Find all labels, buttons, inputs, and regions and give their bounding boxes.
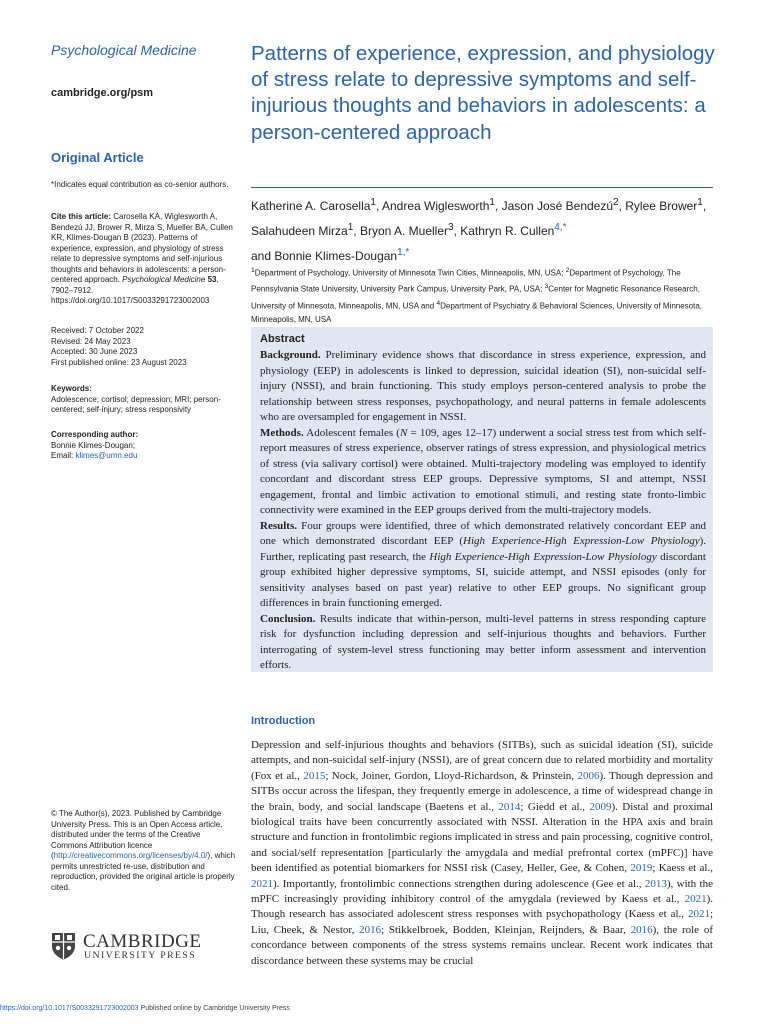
abstract-body bbox=[260, 348, 706, 674]
date-first-published: First published online: 23 August 2023 bbox=[51, 357, 187, 367]
introduction-heading: Introduction bbox=[251, 715, 316, 727]
affiliation: Department of Psychiatry & Behavioral Sciences, University of Minnesota, Minneapolis, MN, USA bbox=[251, 301, 703, 324]
cite-text: Carosella KA, Wiglesworth A, Bendezú JJ, Brower R, Mirza S, Mueller BA, Cullen KR, Klimes-Dougan B (2023). Patterns of experience, expression, and physiology of stress relate to depressive symptoms and self-injurious thoughts and behaviors in adolescents: a person-centered approach. bbox=[51, 212, 233, 284]
publication-dates bbox=[51, 326, 237, 368]
affiliation: Department of Psychology, The Pennsylvania State University, University Park Campus, University Park, PA, USA; bbox=[251, 268, 681, 294]
citation-link[interactable]: 2021 bbox=[687, 908, 710, 921]
author[interactable]: Andrea Wiglesworth$^1$, bbox=[381, 197, 502, 213]
citation-link[interactable]: 2021 bbox=[684, 893, 707, 906]
equal-contribution-note: *Indicates equal contribution as co-senior authors. bbox=[51, 180, 229, 189]
article-title: Patterns of experience, expression, and physiology of stress relate to depressive symptoms and self-injurious thoughts and behaviors in adolescents: a person-centered approach bbox=[251, 42, 715, 144]
footer-published: Published online by Cambridge University Press bbox=[138, 1005, 290, 1012]
author[interactable]: Katherine A. Carosella$^1$, bbox=[251, 197, 382, 213]
citation-link[interactable]: 2019 bbox=[630, 862, 653, 875]
keywords-block bbox=[51, 384, 237, 416]
title-divider bbox=[251, 187, 713, 188]
citation-link[interactable]: 2009 bbox=[589, 800, 612, 813]
corresponding-author-block bbox=[51, 430, 237, 462]
corresponding-author-name: Bonnie Klimes-Dougan; bbox=[51, 440, 136, 450]
abstract-heading: Abstract bbox=[260, 333, 305, 345]
citation-link[interactable]: 2016 bbox=[630, 923, 653, 936]
abstract-methods: Methods. Adolescent females (N = 109, ages 12–17) underwent a social stress test from which self-report measures of stress experience, observer ratings of stress expression, and physiological metrics of stress (via salivary cortisol) were obtained. Multi-trajectory modeling was employed to identify concordant and discordant stress EEP groups. Depressive symptoms, SI and attempt, NSSI engagement, frontal and limbic activation to emotional stimuli, and resting state fronto-limbic connectivity were examined in the EEP groups derived from the multi-trajectory models. bbox=[260, 426, 706, 516]
citation-link[interactable]: 2013 bbox=[644, 877, 667, 890]
copyright-notice bbox=[51, 809, 237, 893]
logo-subtitle: UNIVERSITY PRESS bbox=[84, 950, 197, 961]
copyright-text-1: © The Author(s), 2023. Published by Cambridge University Press. This is an Open Access article, distributed under the terms of the Creative Commons Attribution licence ( bbox=[51, 809, 223, 860]
author[interactable]: Rylee Brower$^1$, bbox=[625, 197, 707, 213]
page-footer bbox=[0, 1005, 290, 1012]
author[interactable]: Kathryn R. Cullen$^{4,*}$ bbox=[460, 222, 567, 238]
date-received: Received: 7 October 2022 bbox=[51, 326, 144, 335]
cambridge-shield-icon bbox=[51, 932, 76, 960]
cite-label: Cite this article: bbox=[51, 212, 112, 221]
logo-wordmark: CAMBRIDGE bbox=[83, 931, 202, 952]
abstract-results: Results. Four groups were identified, three of which demonstrated relatively concordant EEP and one which demonstrated discordant EEP (High Experience-High Expression-Low Physiology). Further, replicating past research, the High Experience-High Expression-Low Physiology discordant group exhibited higher depressive symptoms, SI, suicide attempt, and NSSI episodes (only for sensitivity analyses based on past year) relative to other EEP groups. No significant group differences in brain functioning emerged. bbox=[260, 519, 706, 609]
corresponding-author-label: Corresponding author: bbox=[51, 430, 139, 439]
citation-link[interactable]: 2006 bbox=[577, 769, 600, 782]
citation-link[interactable]: 2021 bbox=[251, 877, 273, 890]
journal-name[interactable]: Psychological Medicine bbox=[51, 42, 197, 58]
footer-doi-link[interactable]: https://doi.org/10.1017/S0033291723002003 bbox=[0, 1005, 139, 1012]
cite-journal: Psychological Medicine bbox=[122, 275, 206, 284]
corresponding-author-email-line bbox=[51, 451, 237, 462]
cite-volume: 53 bbox=[207, 275, 217, 284]
citation-link[interactable]: 2015 bbox=[303, 769, 326, 782]
date-revised: Revised: 24 May 2023 bbox=[51, 336, 131, 346]
author[interactable]: Bryon A. Mueller$^3$, bbox=[359, 222, 461, 238]
journal-site-link[interactable]: cambridge.org/psm bbox=[51, 87, 154, 99]
abstract-box bbox=[251, 327, 713, 672]
citation-block bbox=[51, 212, 237, 307]
citation-link[interactable]: 2014 bbox=[498, 800, 521, 813]
citation-link[interactable]: 2016 bbox=[359, 923, 382, 936]
affiliation: Center for Magnetic Resonance Research, University of Minnesota, Minneapolis, MN, USA and bbox=[251, 284, 700, 311]
article-type: Original Article bbox=[51, 150, 144, 165]
affiliation: Department of Psychology, University of Minnesota Twin Cities, Minneapolis, MN, USA; bbox=[254, 268, 566, 278]
copyright-text-2: ), which permits unrestricted re-use, distribution and reproduction, provided the original article is properly cited. bbox=[51, 851, 236, 892]
corresponding-author-email[interactable]: klimes@umn.edu bbox=[75, 451, 138, 460]
author[interactable]: Salahudeen Mirza$^1$, bbox=[251, 222, 360, 238]
keywords-label: Keywords: bbox=[51, 384, 92, 393]
date-accepted: Accepted: 30 June 2023 bbox=[51, 347, 138, 356]
cambridge-logo bbox=[51, 930, 237, 964]
introduction-paragraph: Depression and self-injurious thoughts and behaviors (SITBs), such as suicidal ideation (SI), suicide attempts, and non-suicidal self-injury (NSSI), are of great concern due to related morbidity and mortality (Fox et al., 2015; Nock, Joiner, Gordon, Lloyd-Richardson, & Prinstein, 2006). Though depression and SITBs occur across the lifespan, they frequently emerge in adolescence, a time of widespread change in the brain, body, and social landscape (Baetens et al., 2014; Giedd et al., 2009). Distal and proximal biological traits have been concurrently associated with NSSI. Alteration in the HPA axis and brain structure and function in frontolimbic regions implicated in stress and pain processing, cognitive control, and social/self representation [particularly the amygdala and medial prefrontal cortex (mPFC)] have been identified as potential biomarkers for NSSI risk (Casey, Heller, Gee, & Cohen, 2019; Kaess et al., 2021). Importantly, frontolimbic connections strengthen during adolescence (Gee et al., 2013), with the mPFC increasingly providing inhibitory control of the amygdala (reviewed by Kaess et al., 2021). Though research has associated adolescent stress responses with psychopathology (Kaess et al., 2021; Liu, Cheek, & Nestor, 2016; Stikkelbroek, Bodden, Kleinjan, Reijnders, & Baar, 2016), the role of concordance between components of the stress systems remains unclear. Recent work indicates that discordance between these systems may be crucial bbox=[251, 739, 713, 967]
abstract-conclusion: Conclusion. Results indicate that within-person, multi-level patterns in stress responding capture risk for dysfunction including depression and self-injurious thoughts and behaviors. Further interrogating of system-level stress functioning may better inform assessment and intervention efforts. bbox=[260, 612, 706, 671]
cite-pages[interactable]: , 7902–7912. https://doi.org/10.1017/S0033291723002003 bbox=[51, 275, 219, 305]
author[interactable]: Jason José Bendezú$^2$, bbox=[501, 197, 626, 213]
author-list bbox=[251, 192, 721, 267]
author[interactable]: and Bonnie Klimes-Dougan$^{1,*}$ bbox=[251, 247, 410, 263]
affiliations: $^1$Department of Psychology, University of Minnesota Twin Cities, Minneapolis, MN, USA; $^2$Department of Psychology, The Pennsylvania State University, University Park Campus, University Park, PA, USA; $^3$Center for Magnetic Resonance Research, University of Minnesota, Minneapolis, MN, USA and $^4$Department of Psychiatry & Behavioral Sciences, University of Minnesota, Minneapolis, MN, USA bbox=[251, 267, 703, 324]
keywords-list: Adolescence; cortisol; depression; MRI; person-centered; self-injury; stress responsivity bbox=[51, 394, 221, 414]
email-label: Email: bbox=[51, 451, 74, 460]
abstract-background: Background. Preliminary evidence shows that discordance in stress experience, expression, and physiology (EEP) in adolescents is linked to depression, suicidal ideation (SI), non-suicidal self-injury (NSSI), and brain functioning. This study employs person-centered analysis to probe the relationship between stress responses, psychopathology, and neural patterns in female adolescents who are oversampled for engagement in NSSI. bbox=[260, 349, 706, 423]
licence-link[interactable]: http://creativecommons.org/licenses/by/4.0/ bbox=[53, 851, 208, 860]
